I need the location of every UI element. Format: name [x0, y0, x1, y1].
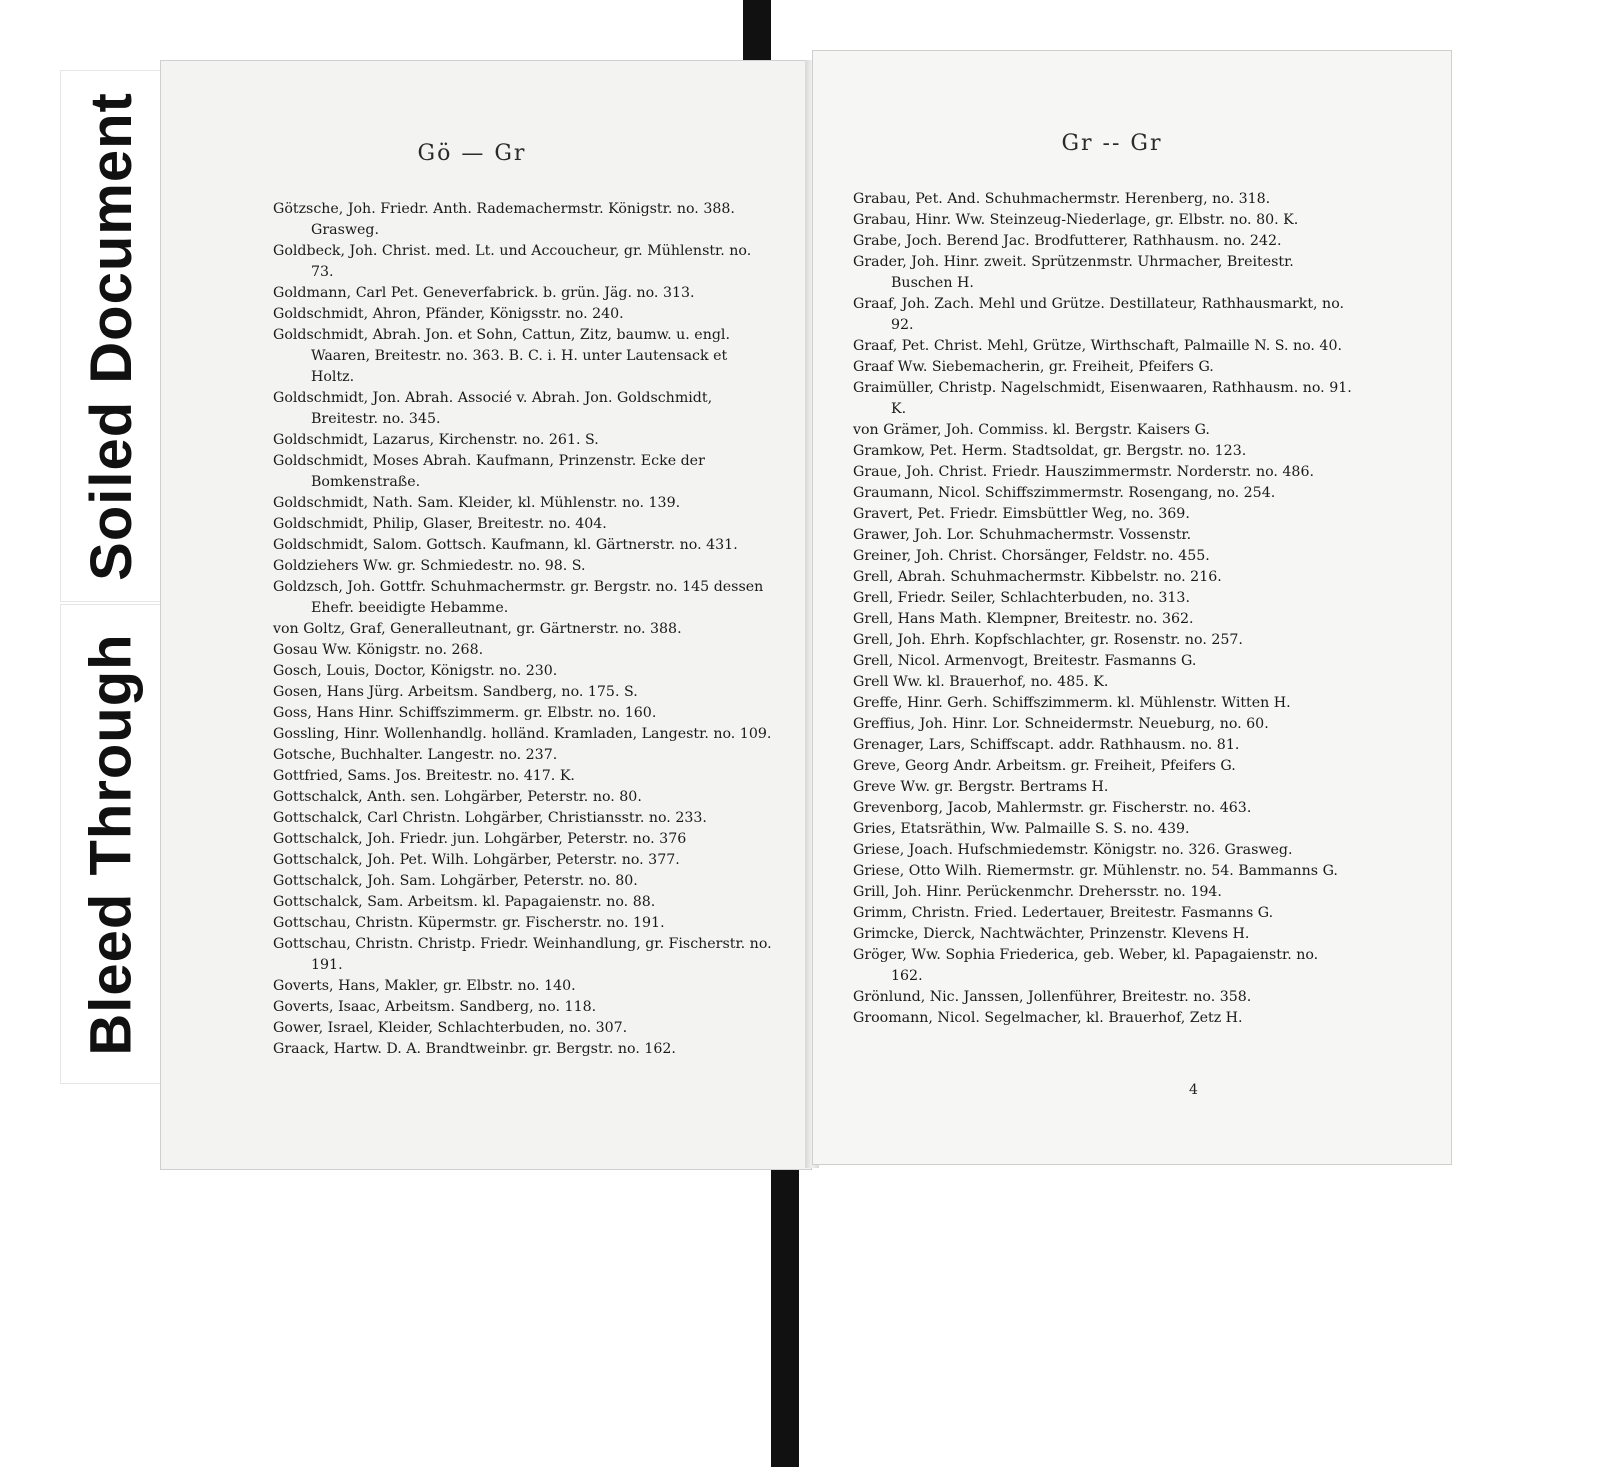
soiled-document-text: Soiled Document [78, 91, 144, 581]
right-page [812, 50, 1452, 1165]
directory-entry: Gottschalck, Joh. Sam. Lohgärber, Peterstr. no. 80. [273, 873, 638, 889]
left-page [160, 60, 812, 1170]
directory-entry: Goldschmidt, Moses Abrah. Kaufmann, Prinzenstr. Ecke der Bomkenstraße. [273, 453, 705, 490]
bleed-through-text: Bleed Through [78, 632, 144, 1056]
directory-entry: Gotsche, Buchhalter. Langestr. no. 237. [273, 747, 558, 763]
right-page-header: Gr -- Gr [1061, 131, 1163, 156]
directory-entry: Graimüller, Christp. Nagelschmidt, Eisenwaaren, Rathhausm. no. 91. K. [853, 380, 1352, 417]
directory-entry: Gosen, Hans Jürg. Arbeitsm. Sandberg, no. 175. S. [273, 684, 638, 700]
directory-entry: Goldschmidt, Abrah. Jon. et Sohn, Cattun, Zitz, baumw. u. engl. Waaren, Breitestr. no. 363. B. C. i. H. unter Lautensack et Holtz. [273, 327, 730, 385]
directory-entry: Gottschalck, Anth. sen. Lohgärber, Peterstr. no. 80. [273, 789, 642, 805]
directory-entry: Gottschalck, Carl Christn. Lohgärber, Christiansstr. no. 233. [273, 810, 707, 826]
directory-entry: Gossling, Hinr. Wollenhandlg. holländ. Kramladen, Langestr. no. 109. [273, 726, 772, 742]
directory-entry: Grader, Joh. Hinr. zweit. Sprützenmstr. Uhrmacher, Breitestr. Buschen H. [853, 254, 1294, 291]
directory-entry: Goldschmidt, Jon. Abrah. Associé v. Abrah. Jon. Goldschmidt, Breitestr. no. 345. [273, 390, 713, 427]
directory-entry: Gottfried, Sams. Jos. Breitestr. no. 417. K. [273, 768, 575, 784]
directory-entry: Grell, Joh. Ehrh. Kopfschlachter, gr. Rosenstr. no. 257. [853, 632, 1243, 648]
directory-entry: Gramkow, Pet. Herm. Stadtsoldat, gr. Bergstr. no. 123. [853, 443, 1247, 459]
directory-entry: Graaf Ww. Siebemacherin, gr. Freiheit, Pfeifers G. [853, 359, 1214, 375]
directory-entry: Grabau, Hinr. Ww. Steinzeug-Niederlage, gr. Elbstr. no. 80. K. [853, 212, 1299, 228]
directory-entry: Greffe, Hinr. Gerh. Schiffszimmerm. kl. Mühlenstr. Witten H. [853, 695, 1291, 711]
directory-entry: Grimm, Christn. Fried. Ledertauer, Breitestr. Fasmanns G. [853, 905, 1274, 921]
directory-entry: Gosau Ww. Königstr. no. 268. [273, 642, 484, 658]
left-page-header: Gö — Gr [417, 141, 527, 166]
directory-entry: Gower, Israel, Kleider, Schlachterbuden, no. 307. [273, 1020, 628, 1036]
directory-entry: Gottschalck, Joh. Pet. Wilh. Lohgärber, Peterstr. no. 377. [273, 852, 680, 868]
directory-entry: Grell, Nicol. Armenvogt, Breitestr. Fasmanns G. [853, 653, 1197, 669]
directory-entry: Goldziehers Ww. gr. Schmiedestr. no. 98. S. [273, 558, 586, 574]
directory-entry: Goverts, Hans, Makler, gr. Elbstr. no. 140. [273, 978, 576, 994]
page-number: 4 [1189, 1082, 1198, 1098]
directory-entry: Goverts, Isaac, Arbeitsm. Sandberg, no. 118. [273, 999, 597, 1015]
bleed-through-label [60, 604, 162, 1084]
directory-entry: Gottschau, Christn. Küpermstr. gr. Fischerstr. no. 191. [273, 915, 665, 931]
directory-entry: Gravert, Pet. Friedr. Eimsbüttler Weg, no. 369. [853, 506, 1190, 522]
directory-entry: Greffius, Joh. Hinr. Lor. Schneidermstr. Neueburg, no. 60. [853, 716, 1269, 732]
left-page-entries [273, 199, 773, 1060]
directory-entry: Grell, Abrah. Schuhmachermstr. Kibbelstr. no. 216. [853, 569, 1222, 585]
directory-entry: Griese, Joach. Hufschmiedemstr. Königstr. no. 326. Grasweg. [853, 842, 1293, 858]
directory-entry: Goldschmidt, Ahron, Pfänder, Königsstr. no. 240. [273, 306, 624, 322]
directory-entry: Griese, Otto Wilh. Riemermstr. gr. Mühlenstr. no. 54. Bammanns G. [853, 863, 1338, 879]
directory-entry: Goldmann, Carl Pet. Geneverfabrick. b. grün. Jäg. no. 313. [273, 285, 695, 301]
directory-entry: Goldschmidt, Salom. Gottsch. Kaufmann, kl. Gärtnerstr. no. 431. [273, 537, 738, 553]
directory-entry: Greiner, Joh. Christ. Chorsänger, Feldstr. no. 455. [853, 548, 1210, 564]
directory-entry: Grawer, Joh. Lor. Schuhmachermstr. Vossenstr. [853, 527, 1192, 543]
directory-entry: Gottschau, Christn. Christp. Friedr. Weinhandlung, gr. Fischerstr. no. 191. [273, 936, 772, 973]
directory-entry: Greve, Georg Andr. Arbeitsm. gr. Freiheit, Pfeifers G. [853, 758, 1236, 774]
binding-strip-top [743, 0, 771, 66]
directory-entry: Goldschmidt, Lazarus, Kirchenstr. no. 261. S. [273, 432, 599, 448]
directory-entry: Graack, Hartw. D. A. Brandtweinbr. gr. Bergstr. no. 162. [273, 1041, 676, 1057]
directory-entry: Goldzsch, Joh. Gottfr. Schuhmachermstr. gr. Bergstr. no. 145 dessen Ehefr. beeidigte Hebamme. [273, 579, 764, 616]
directory-entry: Grevenborg, Jacob, Mahlermstr. gr. Fischerstr. no. 463. [853, 800, 1252, 816]
directory-entry: Grill, Joh. Hinr. Perückenmchr. Drehersstr. no. 194. [853, 884, 1222, 900]
directory-entry: Greve Ww. gr. Bergstr. Bertrams H. [853, 779, 1109, 795]
directory-entry: Gries, Etatsräthin, Ww. Palmaille S. S. no. 439. [853, 821, 1190, 837]
right-page-entries [853, 189, 1353, 1029]
directory-entry: von Grämer, Joh. Commiss. kl. Bergstr. Kaisers G. [853, 422, 1210, 438]
directory-entry: Goss, Hans Hinr. Schiffszimmerm. gr. Elbstr. no. 160. [273, 705, 657, 721]
directory-entry: Goldschmidt, Philip, Glaser, Breitestr. no. 404. [273, 516, 607, 532]
directory-entry: Graue, Joh. Christ. Friedr. Hauszimmermstr. Norderstr. no. 486. [853, 464, 1314, 480]
directory-entry: Grell, Hans Math. Klempner, Breitestr. no. 362. [853, 611, 1194, 627]
directory-entry: Grenager, Lars, Schiffscapt. addr. Rathhausm. no. 81. [853, 737, 1240, 753]
directory-entry: Götzsche, Joh. Friedr. Anth. Rademachermstr. Königstr. no. 388. Grasweg. [273, 201, 735, 238]
directory-entry: von Goltz, Graf, Generalleutnant, gr. Gärtnerstr. no. 388. [273, 621, 682, 637]
directory-entry: Graaf, Pet. Christ. Mehl, Grütze, Wirthschaft, Palmaille N. S. no. 40. [853, 338, 1342, 354]
directory-entry: Gosch, Louis, Doctor, Königstr. no. 230. [273, 663, 558, 679]
directory-entry: Grönlund, Nic. Janssen, Jollenführer, Breitestr. no. 358. [853, 989, 1252, 1005]
directory-entry: Goldbeck, Joh. Christ. med. Lt. und Accoucheur, gr. Mühlenstr. no. 73. [273, 243, 752, 280]
directory-entry: Graaf, Joh. Zach. Mehl und Grütze. Destillateur, Rathhausmarkt, no. 92. [853, 296, 1344, 333]
directory-entry: Grell, Friedr. Seiler, Schlachterbuden, no. 313. [853, 590, 1190, 606]
directory-entry: Grimcke, Dierck, Nachtwächter, Prinzenstr. Klevens H. [853, 926, 1250, 942]
binding-strip-bottom [771, 1148, 799, 1467]
directory-entry: Gottschalck, Sam. Arbeitsm. kl. Papagaienstr. no. 88. [273, 894, 656, 910]
directory-entry: Grabe, Joch. Berend Jac. Brodfutterer, Rathhausm. no. 242. [853, 233, 1282, 249]
directory-entry: Gottschalck, Joh. Friedr. jun. Lohgärber, Peterstr. no. 376 [273, 831, 687, 847]
directory-entry: Graumann, Nicol. Schiffszimmermstr. Rosengang, no. 254. [853, 485, 1276, 501]
directory-entry: Gröger, Ww. Sophia Friederica, geb. Weber, kl. Papagaienstr. no. 162. [853, 947, 1319, 984]
directory-entry: Groomann, Nicol. Segelmacher, kl. Brauerhof, Zetz H. [853, 1010, 1243, 1026]
directory-entry: Grell Ww. kl. Brauerhof, no. 485. K. [853, 674, 1109, 690]
directory-entry: Grabau, Pet. And. Schuhmachermstr. Herenberg, no. 318. [853, 191, 1271, 207]
directory-entry: Goldschmidt, Nath. Sam. Kleider, kl. Mühlenstr. no. 139. [273, 495, 681, 511]
